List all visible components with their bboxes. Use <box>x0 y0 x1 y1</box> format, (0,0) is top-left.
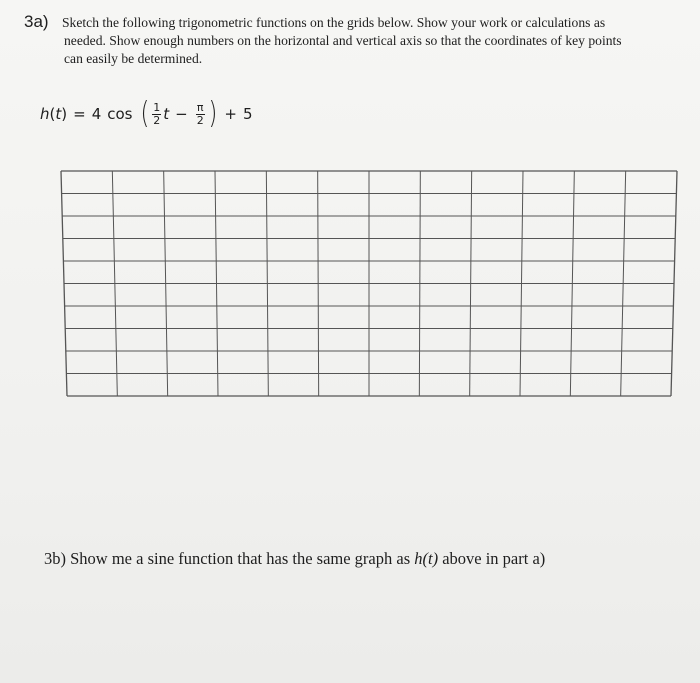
fraction-denominator: 2 <box>196 113 204 127</box>
formula-lparen: ( <box>49 105 56 123</box>
formula-rparen: ) <box>61 105 68 123</box>
formula-plus: + <box>224 105 237 123</box>
question-3a-label: 3a) <box>24 12 49 31</box>
instruction-line: Sketch the following trigonometric functions on the grids below. Show your work or calculations as <box>62 15 606 30</box>
question-3a-instructions <box>62 14 672 68</box>
formula-lhs-var: t <box>55 105 62 123</box>
fraction-numerator: π <box>196 100 204 114</box>
formula-lhs-fn: h <box>40 105 50 123</box>
formula-fraction-pi-half <box>196 102 205 127</box>
formula-shift: 5 <box>242 105 253 123</box>
formula-big-lparen: ( <box>139 96 149 131</box>
question-3b-text-after: above in part a) <box>442 549 546 568</box>
formula-var: t <box>163 105 170 123</box>
fraction-denominator: 2 <box>153 113 161 127</box>
question-3b-label: 3b) <box>44 549 66 568</box>
question-3b-text-before: Show me a sine function that has the same graph as <box>70 549 411 568</box>
instruction-line: needed. Show enough numbers on the horizontal and vertical axis so that the coordinates of key points <box>64 33 622 48</box>
graph-grid-svg[interactable] <box>60 170 678 398</box>
function-formula <box>40 94 253 134</box>
formula-cos: cos <box>107 105 133 123</box>
question-3b <box>44 549 545 569</box>
instruction-line: can easily be determined. <box>64 51 203 66</box>
formula-fraction-one-half <box>152 102 161 127</box>
graph-grid[interactable] <box>60 170 678 398</box>
formula-amplitude: 4 <box>91 105 102 123</box>
formula-minus: − <box>175 105 188 123</box>
formula-big-rparen: ) <box>208 96 217 131</box>
question-3b-fn-ref: h(t) <box>414 549 439 568</box>
formula-equals: = <box>73 105 86 123</box>
fraction-numerator: 1 <box>153 100 161 114</box>
